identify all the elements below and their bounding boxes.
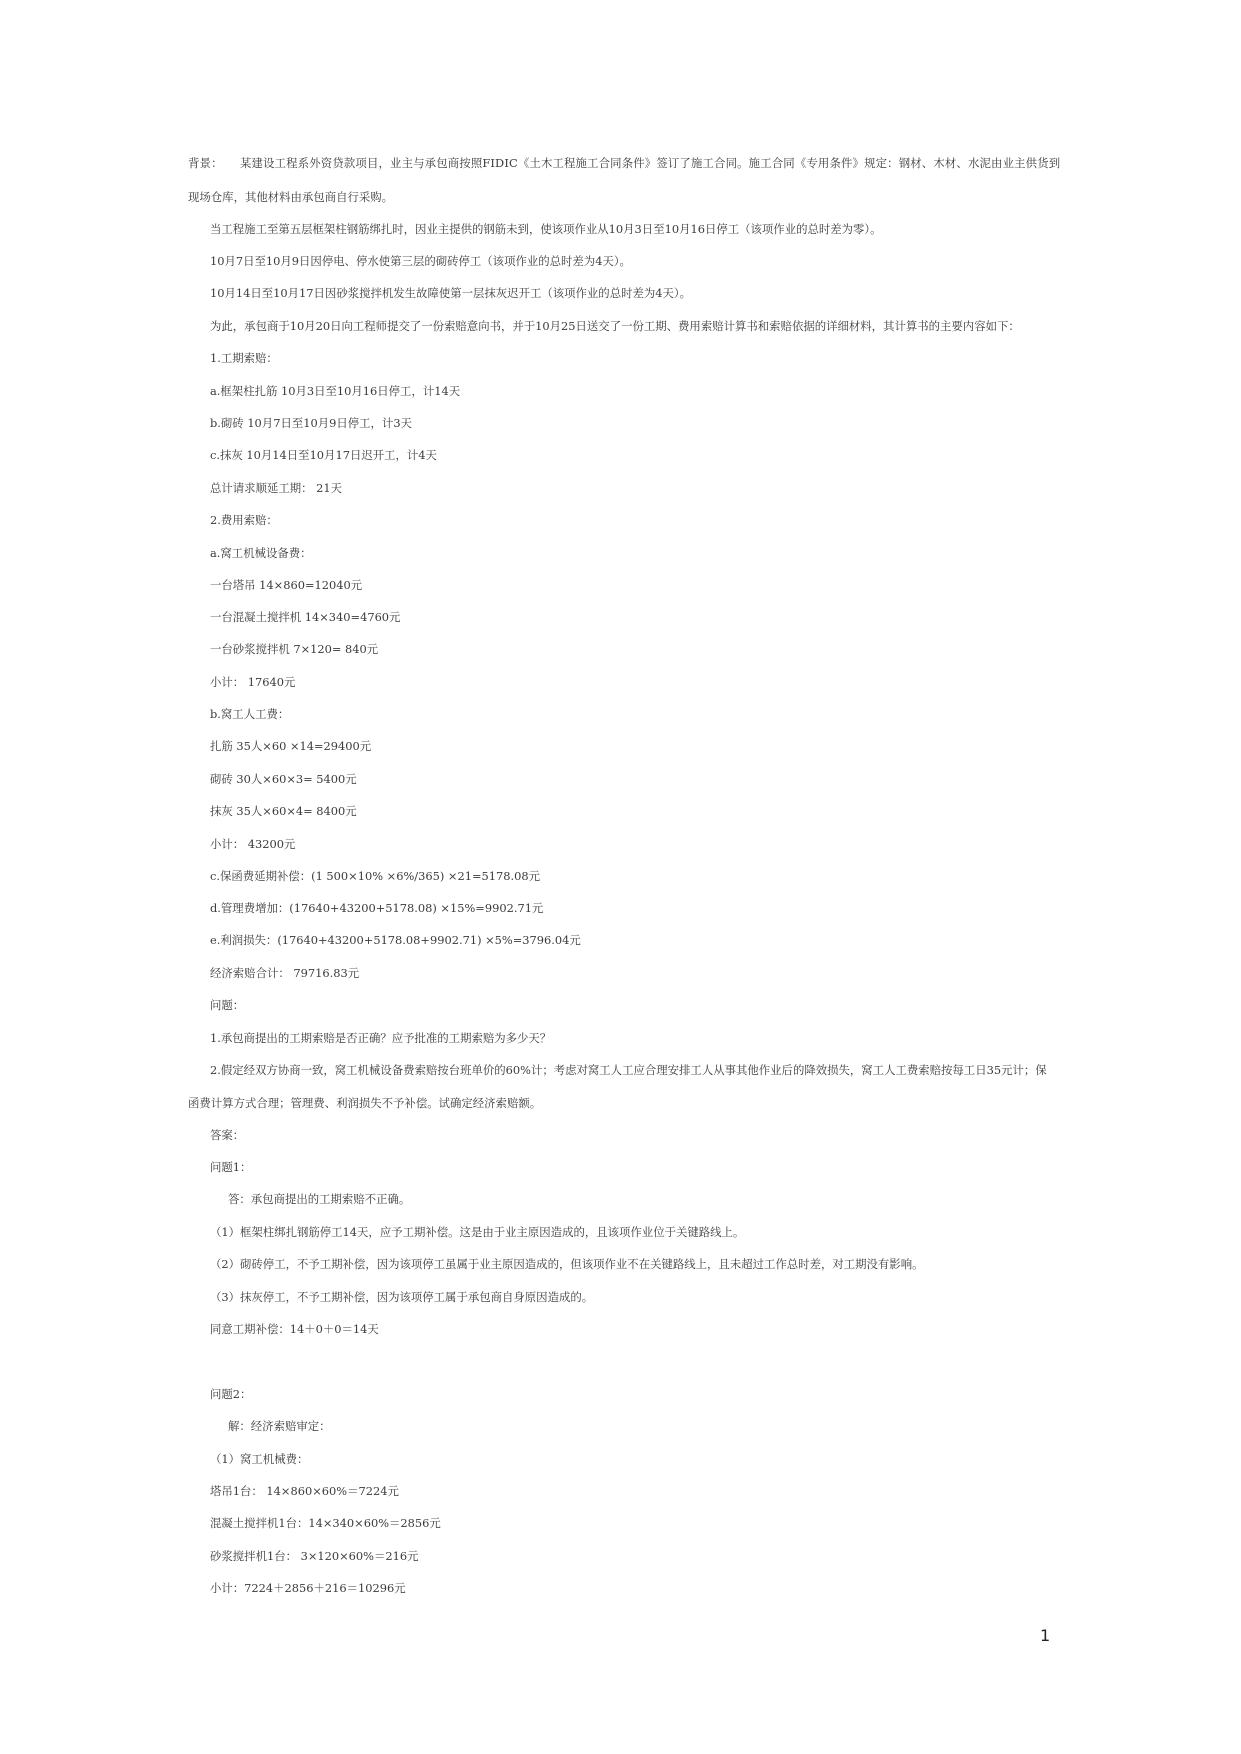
question-1: 1.承包商提出的工期索赔是否正确？应予批准的工期索赔为多少天？ (210, 1031, 552, 1045)
text-line: a.窝工机械设备费： (210, 546, 312, 560)
text-line: 为此，承包商于10月20日向工程师提交了一份索赔意向书，并于10月25日送交了一份工期、费用索赔计算书和索赔依据的详细材料，其计算书的主要内容如下： (210, 319, 1020, 333)
text-line: 小计： 17640元 (210, 675, 296, 689)
text-line: a.框架柱扎筋 10月3日至10月16日停工，计14天 (210, 384, 461, 398)
answers-heading: 答案： (210, 1128, 245, 1142)
text-line: 小计：7224＋2856＋216＝10296元 (210, 1581, 406, 1595)
text-line: 一台塔吊 14×860=12040元 (210, 578, 363, 592)
text-line: 总计请求顺延工期： 21天 (210, 481, 343, 495)
answer-1-heading: 问题1： (210, 1160, 252, 1174)
text-line: d.管理费增加：(17640+43200+5178.08) ×15%=9902.71元 (210, 901, 544, 915)
text-line: c.抹灰 10月14日至10月17日迟开工，计4天 (210, 448, 437, 462)
text-line: 答：承包商提出的工期索赔不正确。 (228, 1192, 411, 1206)
text-line: 一台砂浆搅拌机 7×120= 840元 (210, 642, 379, 656)
text-line: 砂浆搅拌机1台： 3×120×60%＝216元 (210, 1549, 419, 1563)
background-paragraph-line-2: 现场仓库，其他材料由承包商自行采购。 (188, 190, 394, 204)
text-line: 解：经济索赔审定： (228, 1419, 331, 1433)
answer-2-heading: 问题2： (210, 1387, 252, 1401)
text-line: 砌砖 30人×60×3= 5400元 (210, 772, 357, 786)
question-2-line-2: 函费计算方式合理；管理费、利润损失不予补偿。试确定经济索赔额。 (188, 1096, 542, 1110)
text-line: 同意工期补偿：14＋0＋0＝14天 (210, 1322, 379, 1336)
text-line: （3）抹灰停工，不予工期补偿，因为该项停工属于承包商自身原因造成的。 (210, 1290, 594, 1304)
text-line: 抹灰 35人×60×4= 8400元 (210, 804, 357, 818)
text-line: 小计： 43200元 (210, 837, 296, 851)
section-heading: 1.工期索赔： (210, 351, 278, 365)
text-line: 扎筋 35人×60 ×14=29400元 (210, 739, 372, 753)
text-line: 10月14日至10月17日因砂浆搅拌机发生故障使第一层抹灰迟开工（该项作业的总时差为4天）。 (210, 286, 691, 300)
text-line: （2）砌砖停工，不予工期补偿，因为该项停工虽属于业主原因造成的，但该项作业不在关键路线上，且未超过工作总时差，对工期没有影响。 (210, 1257, 924, 1271)
text-line: 当工程施工至第五层框架柱钢筋绑扎时，因业主提供的钢筋未到，使该项作业从10月3日至10月16日停工（该项作业的总时差为零）。 (210, 222, 882, 236)
background-paragraph-line-1: 背景： 某建设工程系外资贷款项目，业主与承包商按照FIDIC《土木工程施工合同条件》签订了施工合同。施工合同《专用条件》规定：钢材、木材、水泥由业主供货到 (188, 156, 1061, 170)
text-line: 经济索赔合计： 79716.83元 (210, 966, 360, 980)
text-line: e.利润损失：(17640+43200+5178.08+9902.71) ×5%=3796.04元 (210, 933, 581, 947)
text-line: 塔吊1台： 14×860×60%＝7224元 (210, 1484, 399, 1498)
text-line: c.保函费延期补偿：(1 500×10% ×6%/365) ×21=5178.08元 (210, 869, 540, 883)
text-line: 混凝土搅拌机1台：14×340×60%＝2856元 (210, 1516, 441, 1530)
text-line: b.砌砖 10月7日至10月9日停工，计3天 (210, 416, 412, 430)
text-line: （1）窝工机械费： (210, 1452, 309, 1466)
section-heading: 2.费用索赔： (210, 513, 278, 527)
page-number: 1 (1040, 1626, 1051, 1645)
text-line: 10月7日至10月9日因停电、停水使第三层的砌砖停工（该项作业的总时差为4天）。 (210, 254, 631, 268)
questions-heading: 问题： (210, 998, 245, 1012)
question-2-line-1: 2.假定经双方协商一致，窝工机械设备费索赔按台班单价的60%计；考虑对窝工人工应合理安排工人从事其他作业后的降效损失，窝工人工费索赔按每工日35元计；保 (210, 1063, 1047, 1077)
text-line: b.窝工人工费： (210, 707, 290, 721)
text-line: 一台混凝土搅拌机 14×340=4760元 (210, 610, 401, 624)
text-line: （1）框架柱绑扎钢筋停工14天，应予工期补偿。这是由于业主原因造成的，且该项作业位于关键路线上。 (210, 1225, 745, 1239)
